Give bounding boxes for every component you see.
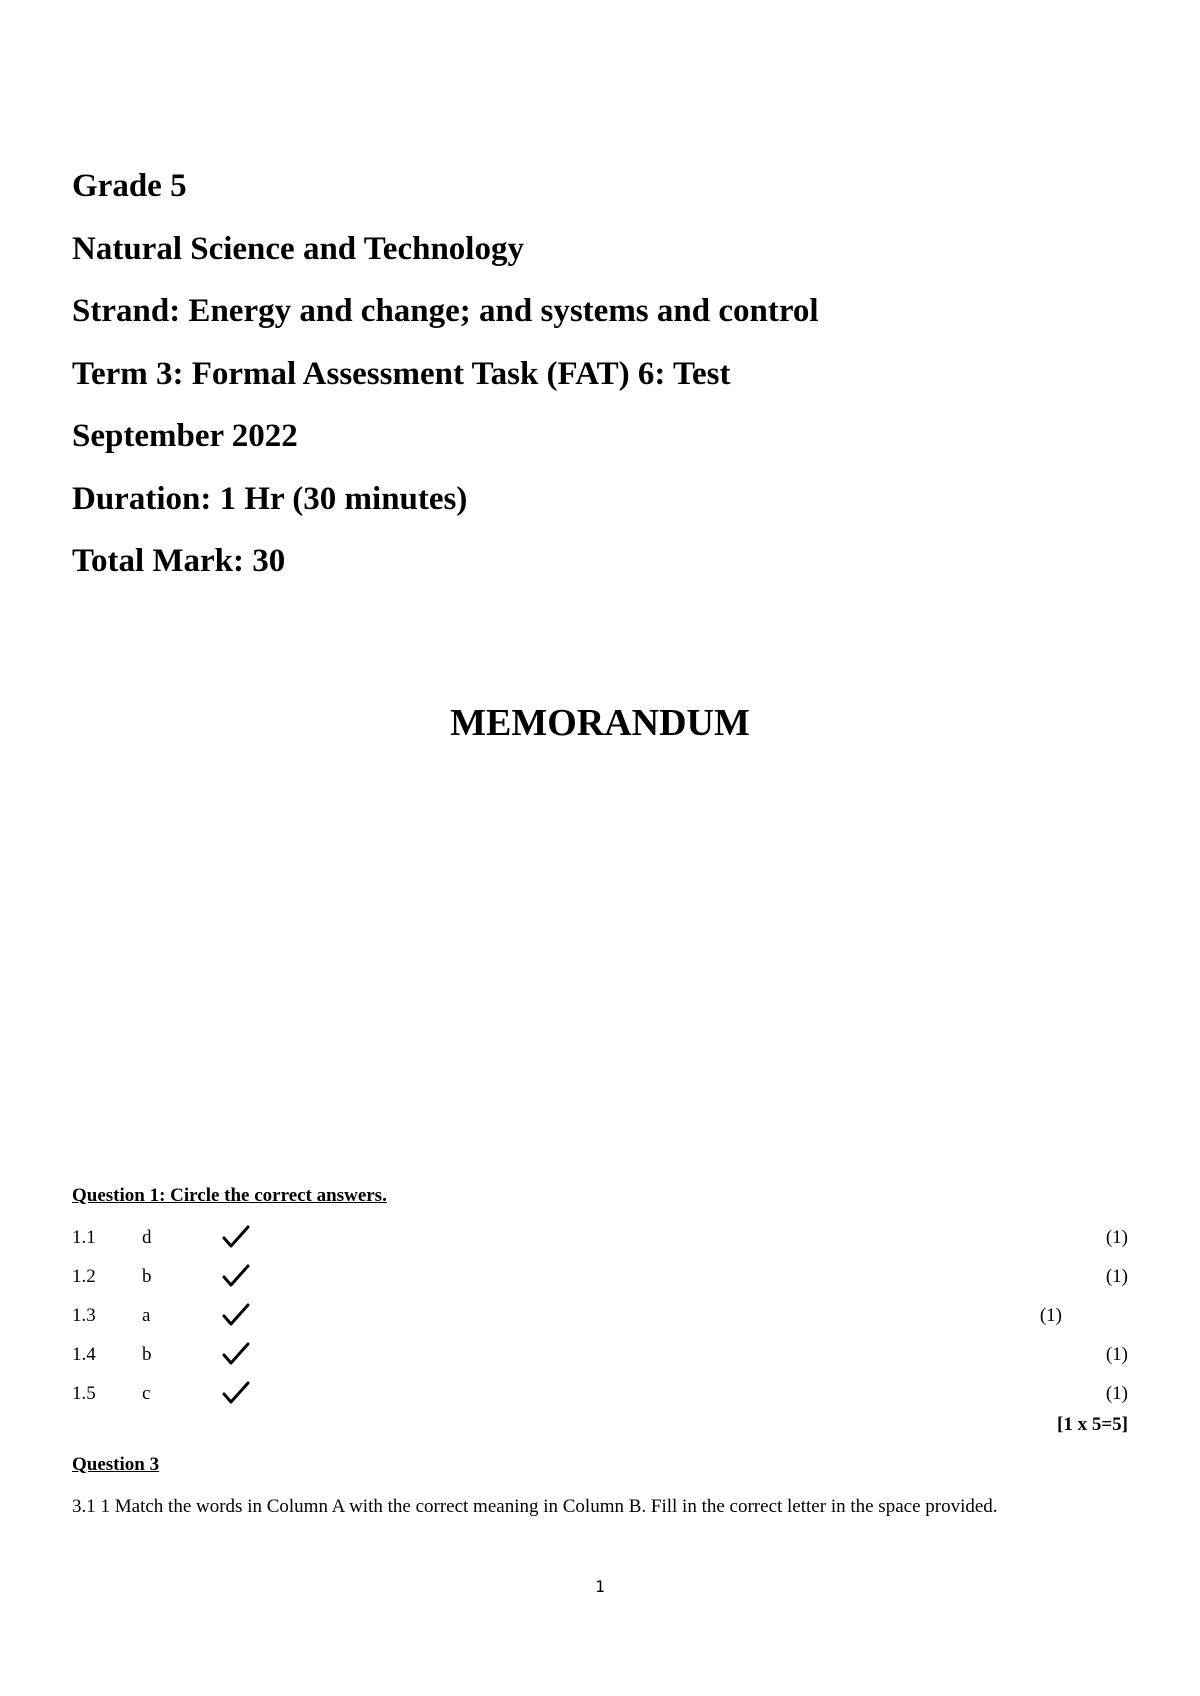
- question3-heading: Question 3: [72, 1454, 160, 1475]
- answer-row-1-3: [72, 1301, 1128, 1331]
- question1-heading: Question 1: Circle the correct answers.: [72, 1185, 387, 1206]
- check-icon: [222, 1264, 250, 1288]
- answer-letter: b: [142, 1266, 152, 1287]
- answer-mark: (1): [1105, 1344, 1128, 1365]
- answer-number: 1.2: [72, 1266, 96, 1287]
- answer-number: 1.3: [72, 1305, 96, 1326]
- answer-row-1-1: [72, 1223, 1128, 1253]
- memorandum-title: MEMORANDUM: [450, 702, 750, 744]
- answer-mark: (1): [1105, 1266, 1128, 1287]
- answer-letter: c: [142, 1383, 151, 1404]
- answer-number: 1.1: [72, 1227, 96, 1248]
- answer-row-1-2: [72, 1262, 1128, 1292]
- check-icon: [222, 1303, 250, 1327]
- answer-mark: (1): [1105, 1227, 1128, 1248]
- term-line: Term 3: Formal Assessment Task (FAT) 6: Test: [72, 355, 731, 392]
- answer-mark: (1): [1039, 1305, 1062, 1326]
- total-mark-line: Total Mark: 30: [72, 543, 286, 579]
- check-icon: [222, 1225, 250, 1249]
- question3-instruction: 3.1 1 Match the words in Column A with the correct meaning in Column B. Fill in the correct letter in the space provided.: [72, 1496, 998, 1517]
- answer-letter: a: [142, 1305, 151, 1326]
- duration-line: Duration: 1 Hr (30 minutes): [72, 480, 468, 517]
- date-line: September 2022: [72, 418, 298, 454]
- answer-mark: (1): [1105, 1383, 1128, 1404]
- grade-line: Grade 5: [72, 168, 187, 204]
- check-icon: [222, 1381, 250, 1405]
- answer-letter: d: [142, 1227, 152, 1248]
- strand-line: Strand: Energy and change; and systems and control: [72, 293, 819, 329]
- answer-number: 1.5: [72, 1383, 96, 1404]
- subject-line: Natural Science and Technology: [72, 230, 524, 267]
- answer-number: 1.4: [72, 1344, 96, 1365]
- answer-letter: b: [142, 1344, 152, 1365]
- page-number: 1: [595, 1577, 605, 1596]
- document-header: [72, 166, 1152, 604]
- check-icon: [222, 1342, 250, 1366]
- question1-total: [1 x 5=5]: [1057, 1414, 1128, 1435]
- answer-row-1-4: [72, 1340, 1128, 1370]
- answer-row-1-5: [72, 1379, 1128, 1409]
